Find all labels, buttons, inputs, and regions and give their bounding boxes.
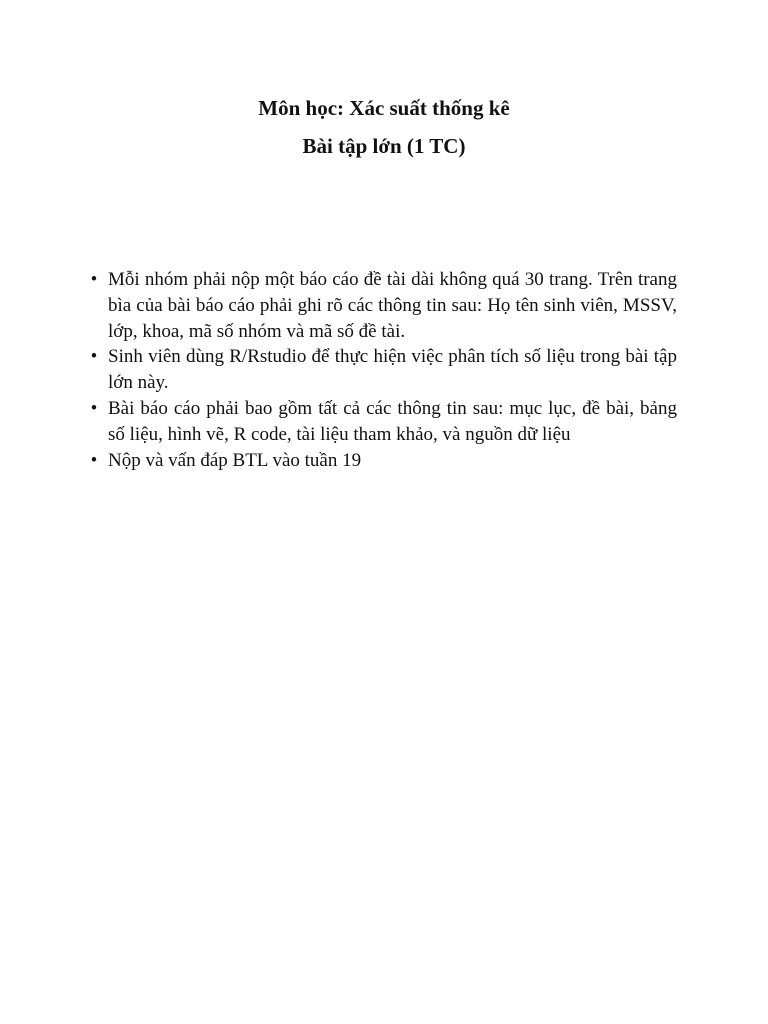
requirement-item-report [88,267,677,344]
requirement-text: Sinh viên dùng R/Rstudio để thực hiện việc phân tích số liệu trong bài tập lớn này. [108,346,677,394]
requirement-text: Mỗi nhóm phải nộp một báo cáo đề tài dài không quá 30 trang. Trên trang bìa của bài báo cáo phải ghi rõ các thông tin sau: Họ tên sinh viên, MSSV, lớp, khoa, mã số nhóm và mã số đề tài. [108,269,677,342]
course-title: Môn học: Xác suất thống kê [258,96,510,120]
requirement-item-submission [88,448,677,474]
bullet-icon: • [90,346,98,368]
bullet-icon: • [90,269,98,290]
requirement-item-software [88,344,677,396]
requirement-text: Bài báo cáo phải bao gồm tất cả các thông tin sau: mục lục, đề bài, bảng số liệu, hình vẽ, R code, tài liệu tham khảo, và nguồn dữ liệu [108,397,677,445]
requirements-list [88,267,677,473]
requirement-item-contents [88,396,677,448]
bullet-icon: • [90,397,98,419]
bullet-icon: • [90,449,98,471]
assignment-title: Bài tập lớn (1 TC) [302,134,466,158]
requirement-text: Nộp và vấn đáp BTL vào tuần 19 [108,449,362,471]
